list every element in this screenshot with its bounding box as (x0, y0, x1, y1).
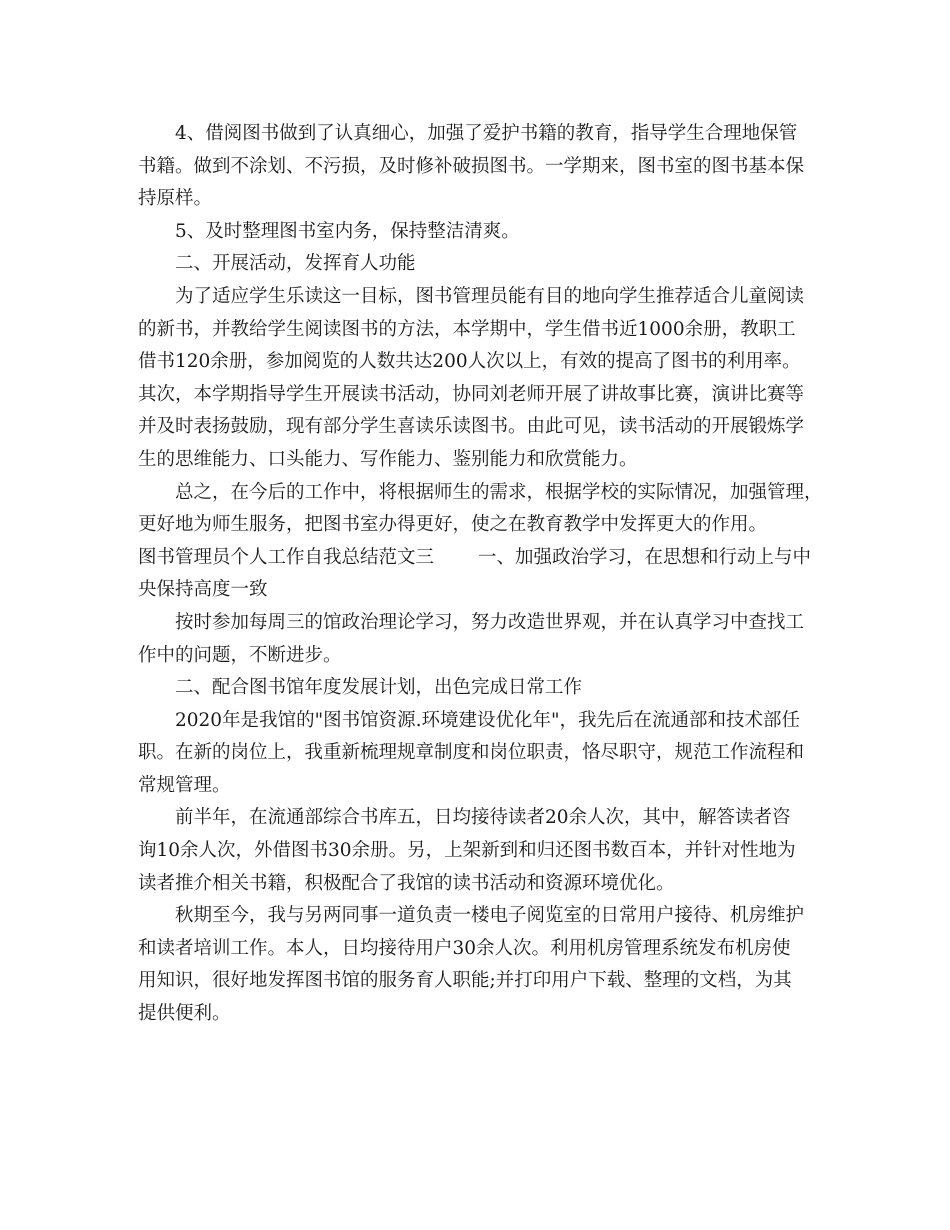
paragraph-line: 作中的问题，不断进步。 (138, 644, 342, 666)
paragraph-line: 职。在新的岗位上，我重新梳理规章制度和岗位职责，恪尽职守，规范工作流程和 (138, 742, 805, 764)
document-body (138, 118, 828, 1031)
paragraph-line: 提供便利。 (138, 1003, 231, 1025)
paragraph-line: 常规管理。 (138, 774, 231, 796)
paragraph-line: 央保持高度一致 (138, 579, 268, 601)
paragraph-line: 4、借阅图书做到了认真细心，加强了爱护书籍的教育，指导学生合理地保管 (175, 123, 798, 144)
paragraph-line: 持原样。 (138, 188, 213, 210)
paragraph-line: 借书120余册，参加阅览的人数共达200人次以上，有效的提高了图书的利用率。 (138, 351, 801, 373)
section-heading: 一、加强政治学习，在思想和行动上与中 (478, 546, 812, 568)
paragraph-line: 2020年是我馆的"图书馆资源.环境建设优化年"，我先后在流通部和技术部任 (175, 709, 800, 731)
paragraph-line: 并及时表扬鼓励，现有部分学生喜读乐读图书。由此可见，读书活动的开展锻炼学 (138, 416, 805, 438)
paragraph-line: 用知识，很好地发挥图书馆的服务育人职能;并打印用户下载、整理的文档，为其 (138, 970, 792, 992)
section-heading: 二、配合图书馆年度发展计划，出色完成日常工作 (175, 677, 583, 699)
paragraph-line: 和读者培训工作。本人，日均接待用户30余人次。利用机房管理系统发布机房使 (138, 937, 791, 959)
paragraph-line: 的新书，并教给学生阅读图书的方法，本学期中，学生借书近1000余册，教职工 (138, 318, 796, 340)
paragraph-line: 更好地为师生服务，把图书室办得更好，使之在教育教学中发挥更大的作用。 (138, 514, 768, 536)
paragraph-line: 生的思维能力、口头能力、写作能力、鉴别能力和欣赏能力。 (138, 448, 638, 470)
paragraph-line: 5、及时整理图书室内务，保持整洁清爽。 (175, 220, 520, 242)
paragraph-line: 读者推介相关书籍，积极配合了我馆的读书活动和资源环境优化。 (138, 872, 675, 894)
article-title: 图书管理员个人工作自我总结范文三 (138, 546, 435, 568)
paragraph-line: 前半年，在流通部综合书库五，日均接待读者20余人次，其中，解答读者咨 (175, 807, 791, 829)
paragraph-line: 按时参加每周三的馆政治理论学习，努力改造世界观，并在认真学习中查找工 (175, 611, 805, 633)
paragraph-line: 总之，在今后的工作中，将根据师生的需求，根据学校的实际情况，加强管理， (175, 481, 823, 503)
paragraph-line: 书籍。做到不涂划、不污损，及时修补破损图书。一学期来，图书室的图书基本保 (138, 155, 805, 177)
paragraph-line: 秋期至今，我与另两同事一道负责一楼电子阅览室的日常用户接待、机房维护 (175, 905, 805, 927)
paragraph-line: 其次，本学期指导学生开展读书活动，协同刘老师开展了讲故事比赛，演讲比赛等 (138, 383, 805, 405)
section-heading: 二、开展活动，发挥育人功能 (175, 253, 416, 275)
paragraph-line: 为了适应学生乐读这一目标，图书管理员能有目的地向学生推荐适合儿童阅读 (175, 285, 805, 307)
paragraph-line: 询10余人次，外借图书30余册。另，上架新到和归还图书数百本，并针对性地为 (138, 840, 796, 862)
article-title-line (138, 542, 828, 575)
